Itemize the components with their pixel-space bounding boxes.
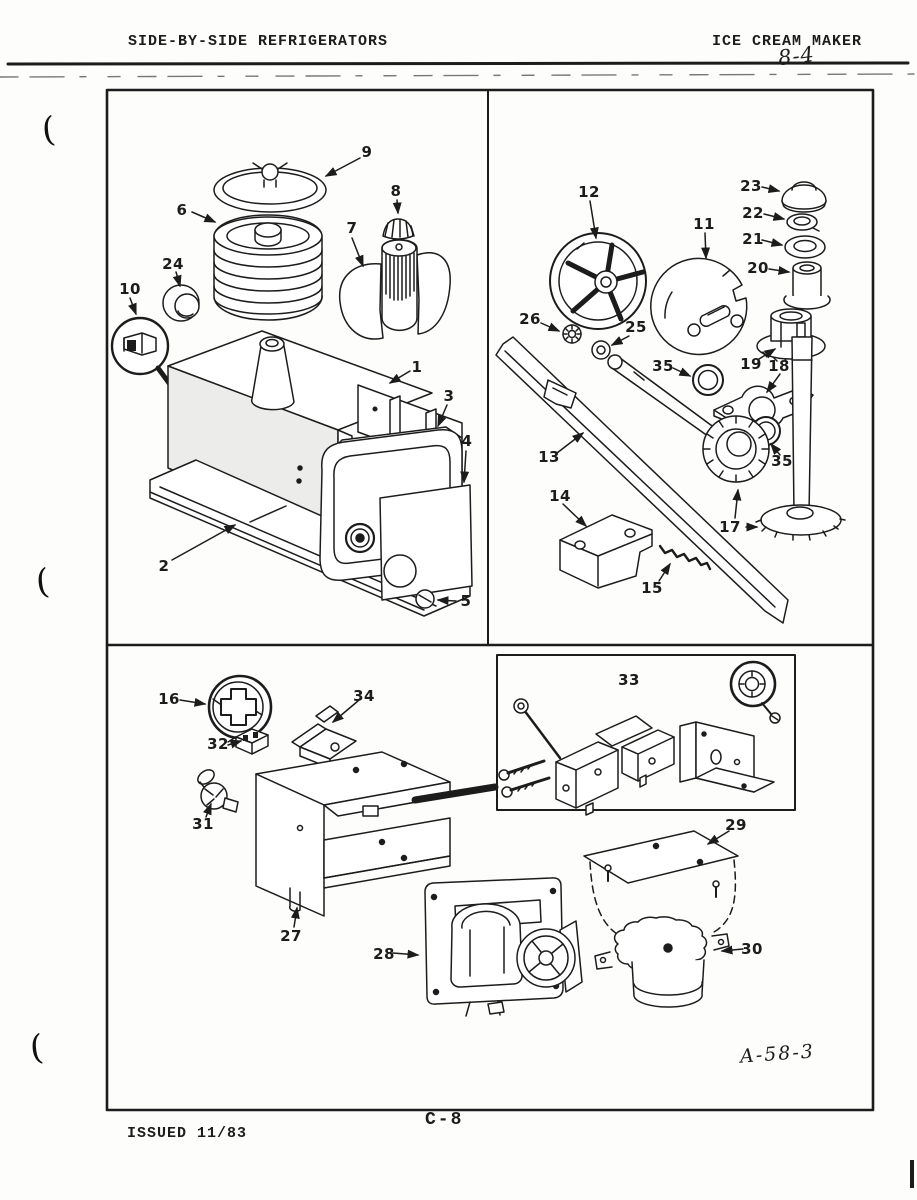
callout-3: 3 [443,387,455,405]
part-8-dasher-cap [383,219,414,239]
part-5-screw [416,590,434,608]
callout-12: 12 [578,183,600,201]
callout-27: 27 [280,927,302,945]
callout-32: 32 [207,735,229,753]
callout-16: 16 [158,690,180,708]
callout-15: 15 [641,579,663,597]
page-title-left: SIDE-BY-SIDE REFRIGERATORS [128,33,389,50]
part-4-access-panel [380,485,472,600]
callout-19: 19 [740,355,762,373]
margin-mark-bottom: ( [27,1027,46,1069]
page-rules [0,63,917,1188]
callout-35b: 35 [771,452,793,470]
callout-17: 17 [719,518,741,536]
callout-18: 18 [768,357,790,375]
callout-7: 7 [346,219,358,237]
callout-8: 8 [390,182,402,200]
part-6-canister [214,215,322,320]
margin-mark-top: ( [39,109,58,151]
callout-26: 26 [519,310,541,328]
page-title-right: ICE CREAM MAKER [712,33,863,50]
part-22-retainer-ring [787,214,819,231]
callout-6: 6 [176,201,188,219]
callout-11: 11 [693,215,715,233]
callout-13: 13 [538,448,560,466]
part-17-bevel-gear [703,416,769,482]
callout-10: 10 [119,280,141,298]
part-16-coupling [209,676,271,738]
part-28-drive-motor [425,878,582,1016]
callout-5: 5 [460,592,472,610]
callout-1: 1 [411,358,423,376]
callout-25: 25 [625,318,647,336]
part-21-washer [785,236,825,258]
callout-35a: 35 [652,357,674,375]
part-26-knurled-nut [563,325,581,343]
part-20-bushing [784,262,830,309]
callout-4: 4 [461,432,473,450]
callout-21: 21 [742,230,764,248]
callout-9: 9 [361,143,373,161]
issued-date: ISSUED 11/83 [127,1125,248,1142]
callout-30: 30 [741,940,763,958]
part-30-gear-housing [595,917,729,1007]
callout-28: 28 [373,945,395,963]
callout-34: 34 [353,687,375,705]
part-14-mounting-bracket [560,515,652,588]
callout-29: 29 [725,816,747,834]
callout-33: 33 [618,671,640,689]
part-23-dome-cap [782,182,826,212]
part-11-mounting-plate [651,258,747,354]
callout-20: 20 [747,259,769,277]
part-19-flange-nut [757,309,825,363]
callout-2: 2 [158,557,170,575]
part-35a-oring [693,365,723,395]
part-24-bearing-cap [163,285,199,321]
callout-31: 31 [192,815,214,833]
part-7-dasher [340,240,451,339]
callout-22: 22 [742,204,764,222]
margin-mark-middle: ( [33,561,52,603]
page-number: C-8 [425,1110,464,1130]
part-12-drive-wheel [550,233,646,329]
part-9-canister-lid [214,163,326,212]
callout-24: 24 [162,255,184,273]
handwritten-section-number: 8-4 [776,41,817,71]
part-25-washer-small [592,341,610,359]
callout-14: 14 [549,487,571,505]
part-31-stud [195,767,238,812]
drawing-number: A-58-3 [739,1040,816,1068]
callout-23: 23 [740,177,762,195]
